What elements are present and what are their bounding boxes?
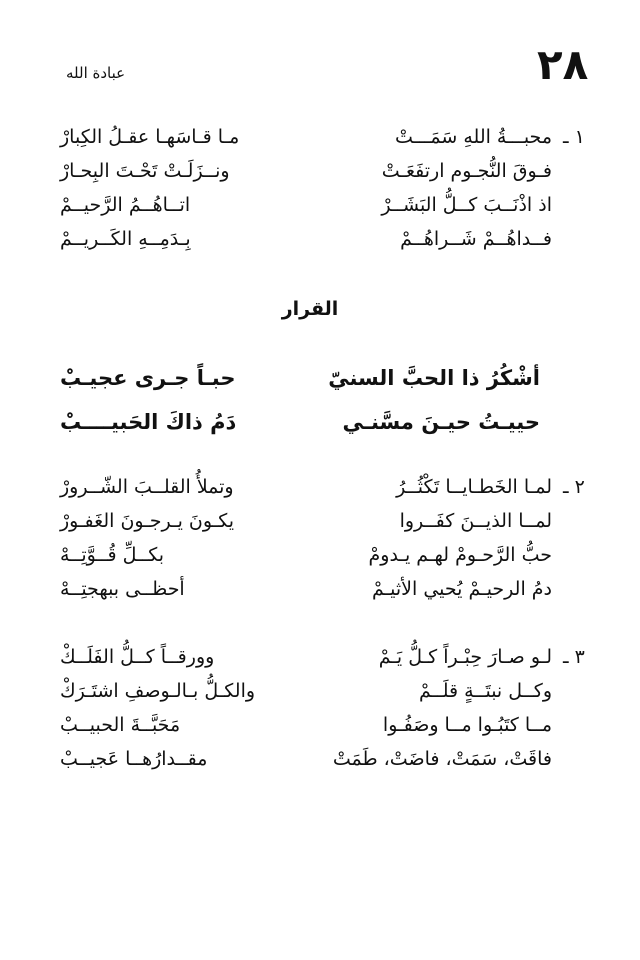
verse-line bbox=[60, 126, 560, 160]
verse-line bbox=[60, 680, 560, 714]
verse-line bbox=[60, 714, 560, 748]
verse-line bbox=[60, 578, 560, 612]
verse-first-half: مــا كتَبُـوا مــا وصَفُـوا bbox=[382, 714, 552, 736]
page-header-title: عبادة الله bbox=[66, 64, 126, 82]
verse-first-half: حبُّ الرَّحـومْ لهـم يـدومْ bbox=[368, 544, 552, 566]
page-number: ٢٨ bbox=[537, 40, 589, 89]
verse-second-half: بكــلِّ قُــوَّتِــهْ bbox=[60, 544, 164, 566]
verse-second-half: مقــدارُهــا عَجيــبْ bbox=[60, 748, 208, 770]
verse-first-half: فــداهُــمْ شَــراهُــمْ bbox=[400, 228, 552, 250]
verse-second-half: اتــاهُــمُ الرَّحيــمْ bbox=[60, 194, 191, 216]
stanza-2 bbox=[60, 476, 585, 612]
verse-second-half: مـا قـاسَهـا عقـلُ الكِبارْ bbox=[60, 126, 240, 148]
verse-second-half: يكـونَ يـرجـونَ الغَفـورْ bbox=[60, 510, 235, 532]
refrain-line bbox=[60, 410, 540, 454]
verse-first-half: وكــل نبتَــةٍ قلَــمْ bbox=[418, 680, 552, 702]
verse-second-half: حبـاً جـرى عجيـبْ bbox=[60, 366, 236, 390]
verse-line bbox=[60, 510, 560, 544]
verse-first-half: محبـــةُ اللهِ سَمَـــتْ bbox=[395, 126, 552, 148]
stanza-number: ٢ ـ bbox=[563, 476, 585, 498]
verse-first-half: لمـا الخَطـايــا تَكْثُــرُ bbox=[396, 476, 552, 498]
verse-first-half: دمُ الرحيـمْ يُحيي الأثيـمْ bbox=[371, 578, 552, 600]
stanza-number: ٣ ـ bbox=[563, 646, 585, 668]
stanza-number: ١ ـ bbox=[563, 126, 585, 148]
verse-line bbox=[60, 646, 560, 680]
verse-second-half: والكـلُّ بـالـوصفِ اشتَـرَكْ bbox=[60, 680, 256, 702]
verse-line bbox=[60, 228, 560, 262]
verse-second-half: وورقــاً كــلُّ الفَلَــكْ bbox=[60, 646, 215, 668]
verse-second-half: وتملأُ القلــبَ الشّــرورْ bbox=[60, 476, 234, 498]
stanza-1 bbox=[60, 126, 585, 262]
stanza-3 bbox=[60, 646, 585, 782]
verse-line bbox=[60, 160, 560, 194]
verse-second-half: بِـدَمِــهِ الكَــريــمْ bbox=[60, 228, 191, 250]
verse-second-half: مَحَبَّــةَ الحبيــبْ bbox=[60, 714, 181, 736]
verse-first-half: فـوقَ النُّجـوم ارتفَعَـتْ bbox=[381, 160, 552, 182]
verse-first-half: لـو صـارَ حِبْـراً كـلُّ يَـمْ bbox=[378, 646, 552, 668]
verse-first-half: اذ اذْنَــبَ كــلُّ البَشَــرْ bbox=[381, 194, 552, 216]
refrain-title: القرار bbox=[281, 298, 339, 320]
verse-first-half: أشْكُرُ ذا الحبَّ السنيّ bbox=[328, 366, 540, 390]
verse-second-half: دَمُ ذاكَ الحَبيــــبْ bbox=[60, 410, 237, 434]
verse-line bbox=[60, 544, 560, 578]
verse-first-half: فاقَتْ، سَمَتْ، فاضَتْ، طَمَتْ bbox=[332, 748, 552, 770]
verse-line bbox=[60, 748, 560, 782]
verse-second-half: ونــزَلَـتْ تَحْـتَ البِحـارْ bbox=[60, 160, 230, 182]
verse-first-half: حييـتُ حيـنَ مسَّنـي bbox=[342, 410, 540, 434]
refrain-line bbox=[60, 366, 540, 410]
refrain bbox=[60, 366, 540, 454]
verse-second-half: أحظــى ببهجتِــهْ bbox=[60, 578, 185, 600]
verse-line bbox=[60, 476, 560, 510]
verse-line bbox=[60, 194, 560, 228]
verse-first-half: لمــا الذيــنَ كفَــروا bbox=[399, 510, 552, 532]
